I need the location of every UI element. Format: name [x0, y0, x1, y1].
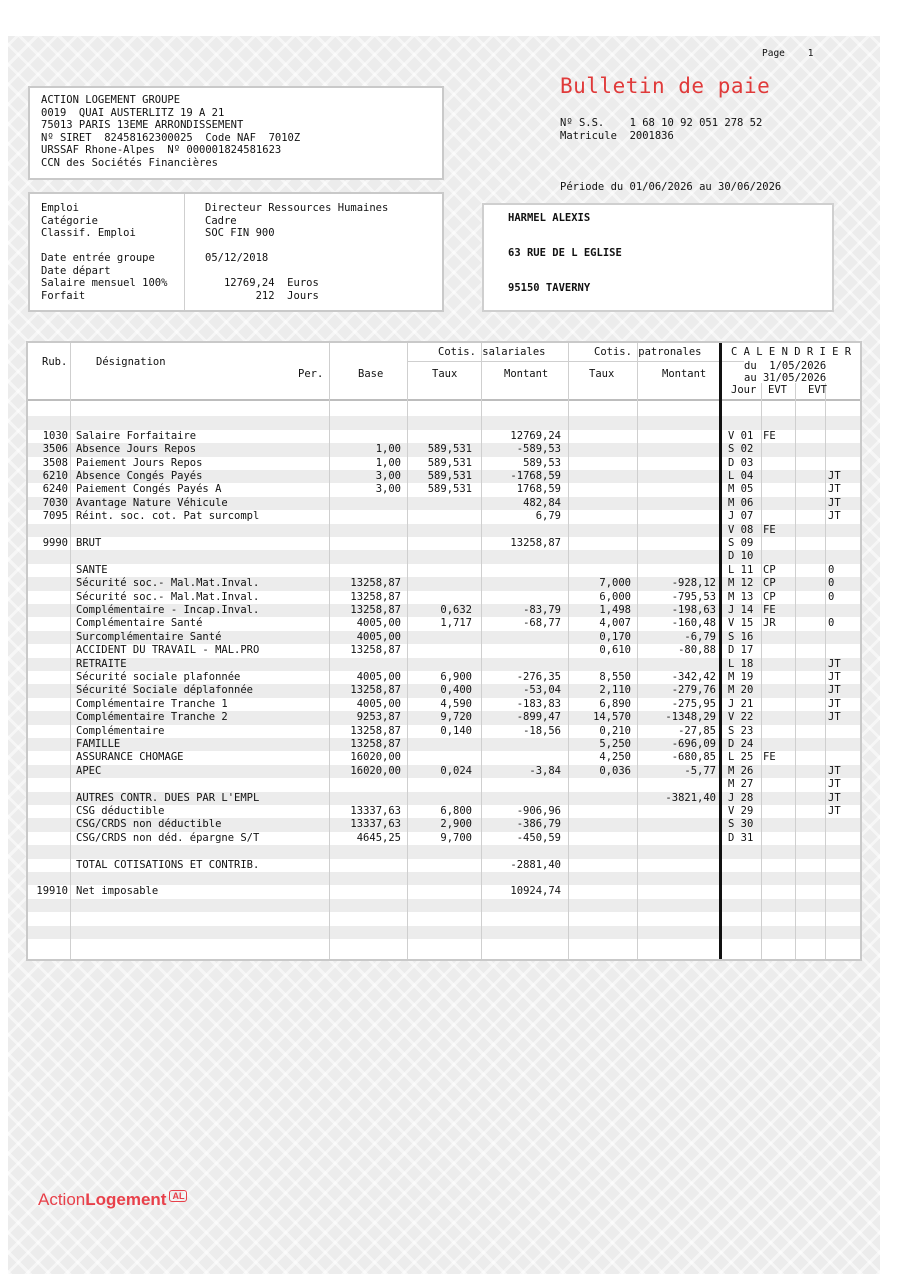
cell-sal-montant: -83,79	[523, 604, 561, 616]
cell-pat-taux: 4,250	[599, 751, 631, 764]
info-values	[205, 202, 388, 302]
cell-designation: Complémentaire Tranche 2	[76, 711, 228, 724]
cell-sal-montant: -2881,40	[510, 858, 561, 871]
cal-day: D 17	[728, 644, 754, 657]
cell-rub: 3506	[42, 443, 68, 456]
cell-sal-taux: 589,531	[427, 483, 472, 496]
cell-pat-montant: -5,77	[684, 764, 716, 777]
cell-pat-taux: 7,000	[599, 577, 631, 590]
header-group-line	[407, 361, 744, 362]
header-designation: Désignation	[96, 356, 166, 368]
cal-day: M 13	[728, 590, 754, 603]
cell-designation: Sécurité Sociale déplafonnée	[76, 684, 254, 697]
info-label: Salaire mensuel 100%	[41, 277, 168, 289]
employer-lines	[41, 94, 300, 169]
cell-designation: Surcomplémentaire Santé	[76, 630, 222, 643]
ss-number: Nº S.S. 1 68 10 92 051 278 52	[560, 117, 763, 129]
cal-evt2: JT	[828, 791, 841, 804]
info-label: Date départ	[41, 264, 111, 277]
cal-day: D 10	[728, 550, 754, 563]
cell-sal-montant: 12769,24	[510, 429, 561, 442]
cell-designation: ACCIDENT DU TRAVAIL - MAL.PRO	[76, 644, 260, 657]
cal-day: D 31	[728, 831, 754, 844]
cal-evt2: JT	[828, 778, 841, 791]
matricule: Matricule 2001836	[560, 130, 674, 142]
cell-pat-montant: -1348,29	[665, 711, 716, 724]
calendar-separator	[719, 343, 722, 959]
employer-line: 0019 QUAI AUSTERLITZ 19 A 21	[41, 106, 225, 119]
cal-evt1: FE	[763, 604, 776, 616]
cal-evt1: FE	[763, 523, 776, 536]
row-stripe	[28, 845, 860, 858]
cell-pat-taux: 14,570	[593, 711, 631, 724]
header-bottom-line	[28, 399, 860, 401]
cell-sal-taux: 2,900	[440, 818, 472, 831]
header-per: Per.	[298, 368, 324, 380]
cell-sal-montant: 1768,59	[516, 483, 561, 496]
cell-designation: Complémentaire - Incap.Inval.	[76, 604, 260, 616]
employer-line: Nº SIRET 82458162300025 Code NAF 7010Z	[41, 131, 301, 144]
header-cal-to: au 31/05/2026	[744, 372, 827, 384]
cal-day: M 06	[728, 496, 754, 509]
cell-base: 13258,87	[350, 604, 401, 616]
cell-sal-montant: 589,53	[523, 456, 561, 469]
cal-day: J 28	[728, 791, 754, 804]
info-label: Emploi	[41, 202, 79, 214]
header-pat-montant: Montant	[662, 368, 707, 380]
cell-sal-montant: -53,04	[523, 684, 561, 697]
cell-pat-montant: -928,12	[671, 577, 716, 590]
cell-base: 16020,00	[350, 751, 401, 764]
cal-evt2: JT	[828, 496, 841, 509]
cell-rub: 9990	[42, 537, 68, 549]
cal-day: L 25	[728, 751, 754, 764]
cell-base: 13258,87	[350, 577, 401, 590]
cell-designation: Absence Congés Payés	[76, 470, 203, 482]
cal-evt2: JT	[828, 697, 841, 710]
cell-sal-taux: 0,024	[440, 764, 472, 777]
cal-day: V 22	[728, 711, 754, 724]
header-sal-taux: Taux	[432, 368, 458, 380]
cell-pat-taux: 0,210	[599, 724, 631, 737]
cal-day: M 12	[728, 577, 754, 590]
cell-base: 4645,25	[356, 831, 401, 844]
cell-base: 3,00	[375, 483, 401, 496]
cell-sal-taux: 589,531	[427, 443, 472, 456]
cal-day: M 26	[728, 764, 754, 777]
info-divider	[184, 194, 185, 310]
cell-base: 13258,87	[350, 590, 401, 603]
info-label: Catégorie	[41, 214, 98, 227]
cell-pat-taux: 0,610	[599, 644, 631, 657]
cell-sal-montant: 6,79	[535, 510, 561, 523]
cal-evt1: JR	[763, 617, 776, 630]
cal-day: M 19	[728, 671, 754, 683]
header-base: Base	[358, 368, 384, 380]
row-stripe	[28, 926, 860, 939]
cal-evt2: 0	[828, 617, 835, 630]
cell-designation: FAMILLE	[76, 738, 121, 750]
cell-rub: 7095	[42, 510, 68, 523]
cal-day: J 07	[728, 510, 754, 523]
cal-evt2: JT	[828, 711, 841, 724]
cell-pat-taux: 1,498	[599, 604, 631, 616]
cal-evt2: JT	[828, 657, 841, 670]
cell-base: 1,00	[375, 456, 401, 469]
info-value: SOC FIN 900	[205, 227, 275, 239]
cell-pat-taux: 8,550	[599, 671, 631, 683]
cell-rub: 1030	[42, 429, 68, 442]
employee-city: 95150 TAVERNY	[508, 282, 591, 294]
cell-designation: Avantage Nature Véhicule	[76, 496, 228, 509]
header-pat-taux: Taux	[589, 368, 615, 380]
cell-sal-montant: -68,77	[523, 617, 561, 630]
cal-evt1: FE	[763, 429, 776, 442]
row-stripe	[28, 872, 860, 885]
cell-pat-montant: -696,09	[671, 738, 716, 750]
cell-designation: TOTAL COTISATIONS ET CONTRIB.	[76, 858, 260, 871]
cell-base: 4005,00	[356, 671, 401, 683]
cal-evt2: 0	[828, 577, 835, 590]
cell-designation: Réint. soc. cot. Pat surcompl	[76, 510, 260, 523]
info-label: Forfait	[41, 289, 86, 302]
cal-day: M 20	[728, 684, 754, 697]
cell-sal-taux: 6,900	[440, 671, 472, 683]
cell-designation: CSG/CRDS non déductible	[76, 818, 222, 831]
cell-sal-montant: -183,83	[516, 697, 561, 710]
cal-day: M 05	[728, 483, 754, 496]
cell-sal-montant: -589,53	[516, 443, 561, 456]
cell-sal-taux: 9,720	[440, 711, 472, 724]
cell-pat-taux: 0,170	[599, 630, 631, 643]
cal-evt2: JT	[828, 470, 841, 482]
cal-day: S 02	[728, 443, 754, 456]
cal-evt1: CP	[763, 590, 776, 603]
cal-evt1: CP	[763, 577, 776, 590]
cell-pat-montant: -342,42	[671, 671, 716, 683]
employer-line: 75013 PARIS 13EME ARRONDISSEMENT	[41, 119, 244, 131]
cell-pat-montant: -80,88	[678, 644, 716, 657]
cell-rub: 3508	[42, 456, 68, 469]
cell-pat-montant: -275,95	[671, 697, 716, 710]
cell-pat-montant: -795,53	[671, 590, 716, 603]
employer-box	[28, 86, 444, 180]
cell-designation: APEC	[76, 764, 102, 777]
cell-sal-taux: 0,400	[440, 684, 472, 697]
info-value	[205, 265, 388, 278]
cell-pat-montant: -3821,40	[665, 791, 716, 804]
cell-designation: Sécurité soc.- Mal.Mat.Inval.	[76, 590, 260, 603]
row-stripe	[28, 899, 860, 912]
page-label: Page	[762, 48, 785, 59]
cell-designation: Sécurité sociale plafonnée	[76, 671, 241, 683]
cal-evt2: JT	[828, 671, 841, 683]
cal-day: V 01	[728, 429, 754, 442]
cell-sal-montant: -18,56	[523, 724, 561, 737]
info-label	[41, 240, 167, 253]
cell-sal-montant: 13258,87	[510, 537, 561, 549]
cal-day: S 23	[728, 724, 754, 737]
cal-day: L 11	[728, 563, 754, 576]
cell-sal-montant: -3,84	[529, 764, 561, 777]
cell-sal-taux: 6,800	[440, 805, 472, 817]
cell-designation: RETRAITE	[76, 657, 127, 670]
cell-designation: Complémentaire Santé	[76, 617, 203, 630]
payroll-table	[26, 341, 862, 961]
cal-day: M 27	[728, 778, 754, 791]
cell-base: 13258,87	[350, 724, 401, 737]
cell-designation: Complémentaire Tranche 1	[76, 697, 228, 710]
cell-sal-taux: 589,531	[427, 456, 472, 469]
employee-info-box	[28, 192, 444, 312]
cell-base: 13258,87	[350, 684, 401, 697]
header-jour: Jour	[731, 384, 757, 396]
cell-sal-taux: 9,700	[440, 831, 472, 844]
cell-base: 16020,00	[350, 764, 401, 777]
employer-line: ACTION LOGEMENT GROUPE	[41, 94, 181, 106]
cell-pat-taux: 2,110	[599, 684, 631, 697]
cell-pat-taux: 4,007	[599, 617, 631, 630]
cell-pat-montant: -27,85	[678, 724, 716, 737]
employee-street: 63 RUE DE L EGLISE	[508, 247, 622, 259]
cell-designation: AUTRES CONTR. DUES PAR L'EMPL	[76, 791, 260, 804]
header-cotis-salariales: Cotis. salariales	[438, 346, 546, 358]
cal-day: L 18	[728, 657, 754, 670]
cell-pat-montant: -680,85	[671, 751, 716, 764]
cal-day: S 30	[728, 818, 754, 831]
page-indicator	[762, 48, 814, 61]
row-stripe	[28, 416, 860, 429]
info-label: Date entrée groupe	[41, 252, 155, 264]
cell-sal-taux: 0,632	[440, 604, 472, 616]
cell-rub: 7030	[42, 496, 68, 509]
cell-designation: Salaire Forfaitaire	[76, 429, 197, 442]
cell-base: 13258,87	[350, 738, 401, 750]
cell-designation: Complémentaire	[76, 724, 165, 737]
employer-line: URSSAF Rhone-Alpes Nº 000001824581623	[41, 144, 282, 156]
cal-day: L 04	[728, 470, 754, 482]
cell-designation: SANTE	[76, 563, 108, 576]
cell-rub: 6240	[42, 483, 68, 496]
header-evt1: EVT	[768, 384, 787, 396]
cell-sal-taux: 0,140	[440, 724, 472, 737]
logo-mark: AL	[169, 1190, 187, 1202]
cell-pat-taux: 5,250	[599, 738, 631, 750]
cell-pat-taux: 6,890	[599, 697, 631, 710]
cell-pat-taux: 0,036	[599, 764, 631, 777]
cell-base: 4005,00	[356, 617, 401, 630]
cell-sal-montant: -1768,59	[510, 470, 561, 482]
cal-evt1: FE	[763, 751, 776, 764]
employee-name: HARMEL ALEXIS	[508, 212, 591, 224]
cell-sal-montant: -450,59	[516, 831, 561, 844]
cal-day: V 15	[728, 617, 754, 630]
info-value: Cadre	[205, 214, 237, 227]
cell-sal-montant: -276,35	[516, 671, 561, 683]
cal-day: V 29	[728, 805, 754, 817]
cell-pat-montant: -279,76	[671, 684, 716, 697]
cell-rub: 19910	[36, 885, 68, 898]
employer-line: CCN des Sociétés Financières	[41, 156, 219, 169]
cal-evt2: JT	[828, 805, 841, 817]
header-rub: Rub.	[42, 356, 68, 368]
cal-day: D 03	[728, 456, 754, 469]
cell-base: 13258,87	[350, 644, 401, 657]
cell-sal-montant: 10924,74	[510, 885, 561, 898]
cal-day: J 14	[728, 604, 754, 616]
cal-evt1: CP	[763, 563, 776, 576]
cell-base: 4005,00	[356, 697, 401, 710]
info-label: Classif. Emploi	[41, 227, 136, 239]
cal-evt2: JT	[828, 764, 841, 777]
info-value: 212 Jours	[205, 289, 319, 302]
cal-evt2: 0	[828, 563, 835, 576]
cal-day: S 16	[728, 630, 754, 643]
cell-designation: Absence Jours Repos	[76, 443, 197, 456]
cal-evt2: JT	[828, 510, 841, 523]
cell-designation: ASSURANCE CHOMAGE	[76, 751, 184, 764]
address-box	[482, 203, 834, 312]
action-logement-logo: ActionLogement AL	[38, 1190, 187, 1210]
cell-designation: BRUT	[76, 537, 102, 549]
cal-evt2: JT	[828, 684, 841, 697]
info-value: 12769,24 Euros	[205, 277, 319, 289]
cell-base: 1,00	[375, 443, 401, 456]
cell-designation: Paiement Jours Repos	[76, 456, 203, 469]
header-evt2: EVT	[808, 384, 827, 396]
cell-base: 13337,63	[350, 805, 401, 817]
cell-sal-taux: 4,590	[440, 697, 472, 710]
cal-day: V 08	[728, 523, 754, 536]
cell-base: 9253,87	[356, 711, 401, 724]
cell-rub: 6210	[42, 470, 68, 482]
cell-sal-montant: 482,84	[523, 496, 561, 509]
cell-designation: CSG/CRDS non déd. épargne S/T	[76, 831, 260, 844]
page-number: 1	[807, 48, 814, 59]
cell-designation: CSG déductible	[76, 805, 165, 817]
cell-pat-montant: -160,48	[671, 617, 716, 630]
header-cotis-patronales: Cotis. patronales	[594, 346, 702, 358]
cal-evt2: 0	[828, 590, 835, 603]
cell-designation: Sécurité soc.- Mal.Mat.Inval.	[76, 577, 260, 590]
header-sal-montant: Montant	[504, 368, 549, 380]
cell-sal-montant: -899,47	[516, 711, 561, 724]
cell-pat-montant: -6,79	[684, 630, 716, 643]
info-value: 05/12/2018	[205, 252, 269, 264]
cell-sal-montant: -906,96	[516, 805, 561, 817]
pay-period: Période du 01/06/2026 au 30/06/2026	[560, 181, 782, 193]
cell-designation: Net imposable	[76, 885, 159, 898]
cal-day: S 09	[728, 537, 754, 549]
cell-base: 3,00	[375, 470, 401, 482]
cell-pat-taux: 6,000	[599, 590, 631, 603]
cell-base: 13337,63	[350, 818, 401, 831]
info-value	[205, 240, 388, 253]
cal-day: D 24	[728, 738, 754, 750]
cell-sal-taux: 1,717	[440, 617, 472, 630]
info-value: Directeur Ressources Humaines	[205, 202, 389, 214]
cell-pat-montant: -198,63	[671, 604, 716, 616]
cell-sal-taux: 589,531	[427, 470, 472, 482]
cal-evt2: JT	[828, 483, 841, 496]
cell-base: 4005,00	[356, 630, 401, 643]
header-calendrier: C A L E N D R I E R	[731, 346, 852, 358]
document-title: Bulletin de paie	[560, 74, 771, 98]
cell-sal-montant: -386,79	[516, 818, 561, 831]
cal-day: J 21	[728, 697, 754, 710]
header-cal-from: du 1/05/2026	[744, 360, 827, 372]
cell-designation: Paiement Congés Payés A	[76, 483, 222, 496]
info-labels	[41, 202, 167, 302]
